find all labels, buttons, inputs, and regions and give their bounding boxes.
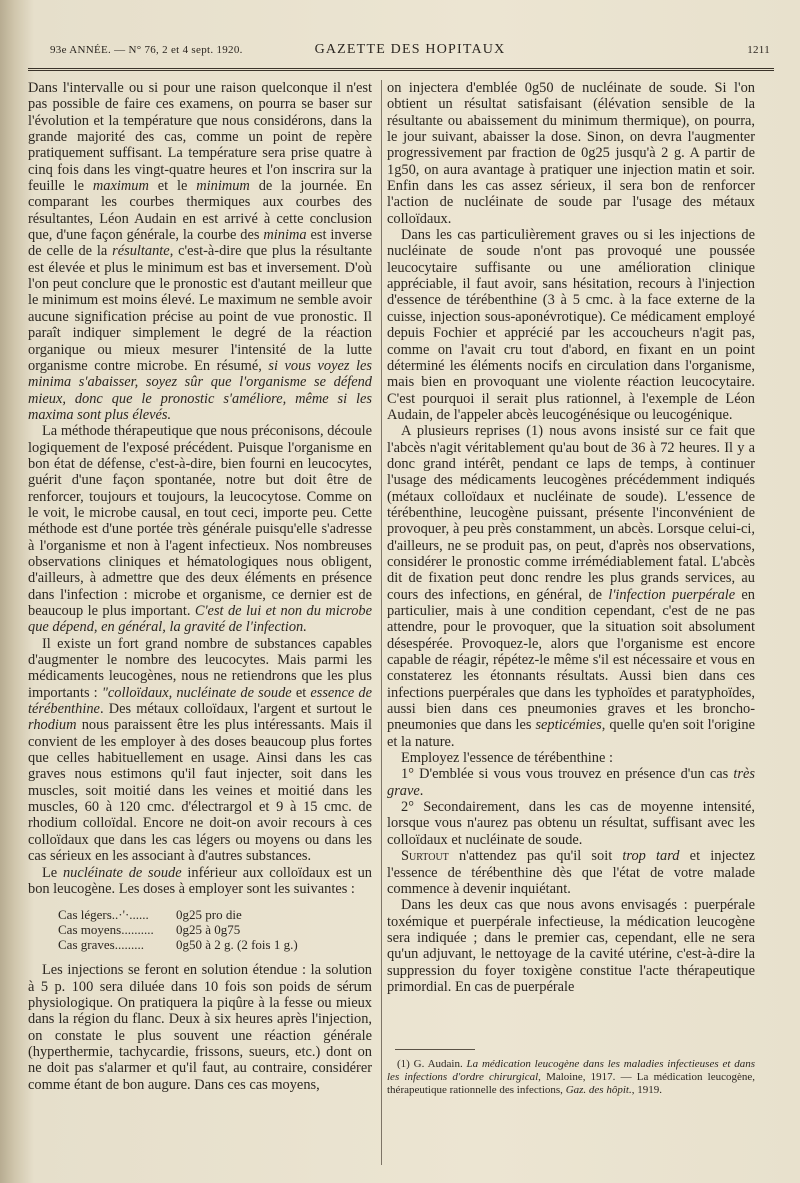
dose-row: Cas légers..·'·...... 0g25 pro die <box>58 907 242 923</box>
issue-info: 93e ANNÉE. — N° 76, 2 et 4 sept. 1920. <box>50 44 243 56</box>
paragraph: 2° Secondairement, dans les cas de moyenne intensité, lorsque vous n'aurez pas obtenu un résultat, suffisant avec les colloïdaux et nucléinate de soude. <box>387 799 755 848</box>
left-column <box>28 80 372 1093</box>
paragraph: Dans les deux cas que nous avons envisagés : puerpérale toxémique et puerpérale infectieuse, la médication leucogène sera indiquée ; dans le premier cas, cependant, elle ne sera qu'un adjuvant, le nettoyage de la cavité utérine, c'est-à-dire la suppression du foyer toxigène constitue l'acte thérapeutique primordial. En cas de puerpérale <box>387 897 755 995</box>
header-rule <box>28 68 774 71</box>
paragraph: Employez l'essence de térébenthine : <box>401 750 613 767</box>
paragraph: 1° D'emblée si vous vous trouvez en présence d'un cas très grave. <box>387 766 755 799</box>
paragraph: Les injections se feront en solution étendue : la solution à 5 p. 100 sera diluée dans 10 fois son poids de sérum physiologique. On pratiquera la piqûre à la fesse ou mieux dans la région du flanc. Deux à six heures après l'injection, on constate le plus souvent une réaction générale (hyperthermie, tachycardie, frissons, sueurs, etc.) dont on ne doit pas s'alarmer et qu'il faut, au contraire, considérer comme étant de bon augure. Dans ces cas moyens, <box>28 962 372 1093</box>
dose-row: Cas graves......... 0g50 à 2 g. (2 fois 1 g.) <box>58 937 298 953</box>
journal-title: GAZETTE DES HOPITAUX <box>314 42 506 57</box>
dose-table <box>58 907 372 952</box>
dose-row: Cas moyens.......... 0g25 à 0g75 <box>58 922 241 938</box>
paragraph: Dans les cas particulièrement graves ou si les injections de nucléinate de soude n'ont pas provoqué une poussée leucocytaire suffisante ou une amélioration clinique appréciable, il faut avoir, sans hésitation, recours à l'injection d'essence de térébenthine (3 à 5 cmc. à la face externe de la cuisse, injection sous-aponévrotique). Ce médicament employé depuis Fochier et apprécié par les accoucheurs n'agit pas, comme on l'avait cru tout d'abord, en fixant en un point déterminé les éléments nocifs en circulation dans l'organisme, mais bien en provoquant une violente réaction leucocytaire. C'est pourquoi il serait plus rationnel, à l'exemple de Léon Audain, de l'appeler abcès leucogénésique ou leucogénique. <box>387 227 755 423</box>
paragraph: Dans l'intervalle ou si pour une raison quelconque il n'est pas possible de faire ces examens, on pourra se baser sur l'évolution et la température que nous considérons, dans la grande majorité des cas, comme un point de repère pratiquement suffisant. La température sera prise quatre à cinq fois dans les vingt-quatre heures et l'on inscrira sur la feuille le maximum et le minimum de la journée. En comparant les courbes thermiques aux courbes des résultantes, Léon Audain en est arrivé à cette conclusion que, d'une façon générale, la courbe des minima est inverse de celle de la résultante, c'est-à-dire que plus la résultante est élevée et plus le minimum est bas et inversement. D'où l'on peut conclure que le pronostic est d'autant meilleur que le minimum est moins élevé. Le maximum ne semble avoir aucune signification précise au point de vue pronostic. Il paraît indiquer simplement le degré de la réaction organique ou mieux mesurer l'intensité de la lutte organisme contre microbe. En résumé, si vous voyez les minima s'abaisser, soyez sûr que l'organisme se défend mieux, donc que le pronostic s'améliore, même si les maxima sont plus élevés. <box>28 80 373 423</box>
right-column <box>387 80 755 1097</box>
running-head <box>50 40 770 62</box>
paragraph: Surtout n'attendez pas qu'il soit trop tard et injectez l'essence de térébenthine dès que l'état de votre malade commence à devenir inquiétant. <box>387 848 755 897</box>
footnote: (1) G. Audain. La médication leucogène dans les maladies infectieuses et dans les infections d'ordre chirurgical, Maloine, 1917. — La médication leucogène, thérapeutique rationnelle des infections, Gaz. des hôpit., 1919. <box>387 1058 756 1097</box>
footnote-rule <box>395 1049 475 1050</box>
paragraph: Le nucléinate de soude inférieur aux colloïdaux est un bon leucogène. Les doses à employer sont les suivantes : <box>28 864 372 897</box>
paragraph: on injectera d'emblée 0g50 de nucléinate de soude. Si l'on obtient un résultat satisfaisant (élévation sensible de la résultante ou abaissement du minimum thermique), on pourra, le jour suivant, abaisser la dose. Sinon, on devra l'augmenter progressivement par fraction de 0g25 jusqu'à 2 g. A partir de 1g50, on aura avantage à pratiquer une injection matin et soir. Enfin dans les cas assez sérieux, il sera bon de renforcer l'action de nucléinate de soude par l'usage des métaux colloïdaux. <box>387 80 755 227</box>
column-divider <box>381 80 382 1165</box>
paragraph: A plusieurs reprises (1) nous avons insisté sur ce fait que l'abcès n'agit véritablement qu'au bout de 36 à 72 heures. Il y a donc grand intérêt, pendant ce laps de temps, à continuer l'usage des médicaments leucogènes précédemment indiqués (métaux colloïdaux et nucléinate de soude). L'essence de térébenthine, leucogène puissant, présente l'inconvénient de provoquer, à peu près constamment, un abcès. Lorsque celui-ci, d'ailleurs, ne se produit pas, on peut, d'après nos observations, considérer le pronostic comme irrémédiablement fatal. L'abcès dit de fixation peut donc rendre les plus grands services, au cours des infections, en général, de l'infection puerpérale en particulier, mais à une condition cependant, c'est de ne pas attendre, pour le provoquer, que la situation soit absolument désespérée. Provoquez-le, alors que l'organisme est encore capable de réagir, répétez-le même s'il est nécessaire et vous en constaterez les étonnants résultats. Aussi bien dans ces infections puerpérales que dans les typhoïdes et paratyphoïdes, aussi bien dans ces pneumonies graves et les broncho-pneumonies que dans les septicémies, quelle qu'en soit l'origine et la nature. <box>387 423 755 750</box>
page-number: 1211 <box>747 44 770 56</box>
paragraph: Il existe un fort grand nombre de substances capables d'augmenter le nombre des leucocytes. Mais parmi les médicaments leucogènes, nous ne retiendrons que les plus importants : "colloïdaux, nucléinate de soude et essence de térébenthine. Des métaux colloïdaux, l'argent et surtout le rhodium nous paraissent être les plus intéressants. Mais il convient de les employer à des doses beaucoup plus fortes que celles habituellement en usage. Ainsi dans les cas graves nous estimons qu'il faut injecter, soit dans les muscles, soit moitié dans les veines et moitié dans les muscles, 60 à 120 cmc. d'électrargol et 9 à 15 cmc. de rhodium colloïdal. Encore ne doit-on avoir recours à ces colloïdaux que dans les cas légers ou moyens ou dans les cas sérieux en les associant à d'autres substances. <box>28 635 372 865</box>
paragraph: La méthode thérapeutique que nous préconisons, découle logiquement de l'exposé précédent. Puisque l'organisme en bon état de défense, c'est-à-dire, bien fourni en leucocytes, guérit d'une façon spontanée, notre but doit être de renforcer, toujours et toujours, la leucocytose. Comme on le voit, le microbe causal, en tout ceci, importe peu. Cette méthode est d'une portée très générale puisqu'elle s'adresse à l'organisme et non à l'agent infectieux. Nos nombreuses observations cliniques et hématologiques nous obligent, d'ailleurs, à admettre que des deux éléments en présence dans l'infection : microbe et organisme, ce dernier est de beaucoup le plus important. C'est de lui et non du microbe que dépend, en général, la gravité de l'infection. <box>28 423 372 636</box>
